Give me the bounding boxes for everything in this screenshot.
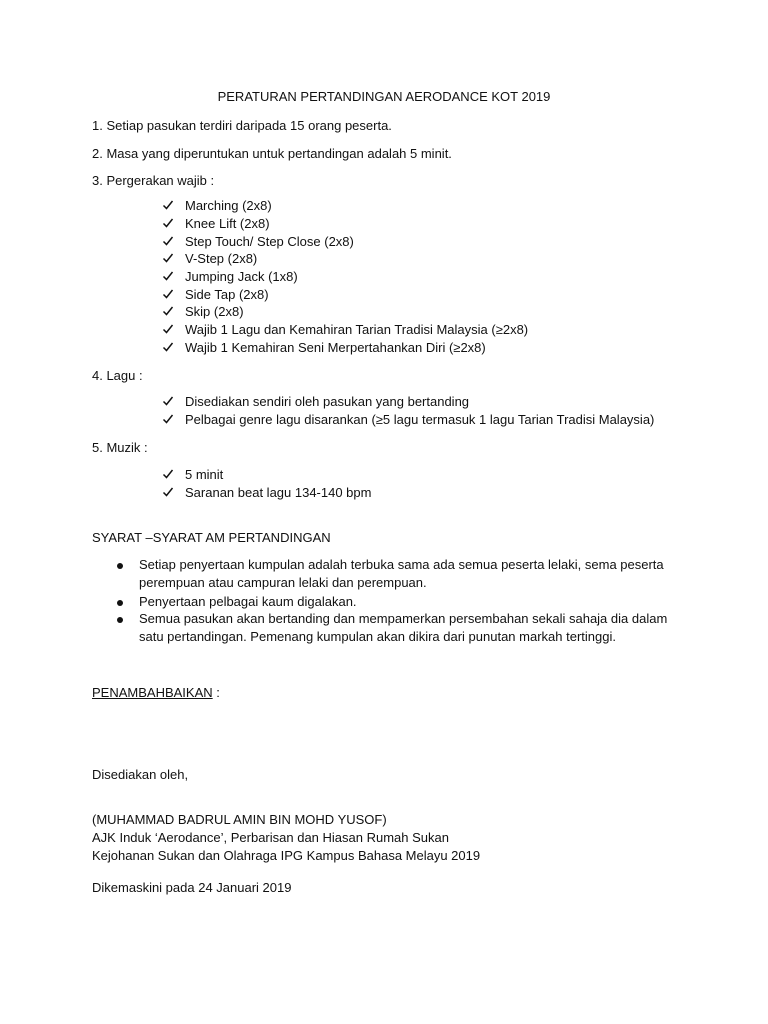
checkmark-icon bbox=[162, 199, 174, 211]
checkmark-icon bbox=[162, 395, 174, 407]
movement-item: Skip (2x8) bbox=[185, 304, 244, 319]
rule-2: 2. Masa yang diperuntukan untuk pertandingan adalah 5 minit. bbox=[92, 146, 452, 161]
checkmark-icon bbox=[162, 413, 174, 425]
checkmark-icon bbox=[162, 252, 174, 264]
muzik-heading: 5. Muzik : bbox=[92, 440, 148, 455]
muzik-item: Saranan beat lagu 134-140 bpm bbox=[185, 485, 372, 500]
bullet-icon bbox=[117, 617, 123, 623]
updated-date: Dikemaskini pada 24 Januari 2019 bbox=[92, 880, 292, 895]
rule-1: 1. Setiap pasukan terdiri daripada 15 orang peserta. bbox=[92, 118, 392, 133]
penambahbaikan-heading bbox=[92, 685, 220, 701]
lagu-item: Pelbagai genre lagu disarankan (≥5 lagu termasuk 1 lagu Tarian Tradisi Malaysia) bbox=[185, 412, 655, 427]
syarat-bullet-3-line-1: Semua pasukan akan bertanding dan mempamerkan persembahan sekali sahaja dia dalam bbox=[139, 611, 668, 626]
syarat-bullet-3-line-2: satu pertandingan. Pemenang kumpulan akan dikira dari punutan markah tertinggi. bbox=[139, 629, 616, 644]
movement-item: Wajib 1 Kemahiran Seni Merpertahankan Diri (≥2x8) bbox=[185, 340, 486, 355]
event-name: Kejohanan Sukan dan Olahraga IPG Kampus Bahasa Melayu 2019 bbox=[92, 848, 481, 863]
rule-3-heading: 3. Pergerakan wajib : bbox=[92, 173, 215, 188]
penambahbaikan-colon: : bbox=[212, 685, 220, 700]
checkmark-icon bbox=[162, 235, 174, 247]
bullet-icon bbox=[117, 600, 123, 606]
checkmark-icon bbox=[162, 217, 174, 229]
penambahbaikan-label: PENAMBAHBAIKAN bbox=[92, 685, 213, 700]
checkmark-icon bbox=[162, 288, 174, 300]
lagu-heading: 4. Lagu : bbox=[92, 368, 143, 383]
checkmark-icon bbox=[162, 270, 174, 282]
movement-item: Marching (2x8) bbox=[185, 198, 272, 213]
syarat-bullet-1-line-1: Setiap penyertaan kumpulan adalah terbuka sama ada semua peserta lelaki, sema peserta bbox=[139, 557, 664, 572]
lagu-item: Disediakan sendiri oleh pasukan yang bertanding bbox=[185, 394, 470, 409]
checkmark-icon bbox=[162, 305, 174, 317]
checkmark-icon bbox=[162, 341, 174, 353]
checkmark-icon bbox=[162, 486, 174, 498]
movement-item: V-Step (2x8) bbox=[185, 251, 258, 266]
document-title: PERATURAN PERTANDINGAN AERODANCE KOT 2019 bbox=[217, 89, 551, 104]
muzik-item: 5 minit bbox=[185, 467, 224, 482]
syarat-bullet-1-line-2: perempuan atau campuran lelaki dan perempuan. bbox=[139, 575, 427, 590]
signatory-name: (MUHAMMAD BADRUL AMIN BIN MOHD YUSOF) bbox=[92, 812, 387, 827]
prepared-by: Disediakan oleh, bbox=[92, 767, 189, 782]
syarat-heading: SYARAT –SYARAT AM PERTANDINGAN bbox=[92, 530, 331, 545]
movement-item: Side Tap (2x8) bbox=[185, 287, 269, 302]
movement-item: Wajib 1 Lagu dan Kemahiran Tarian Tradisi Malaysia (≥2x8) bbox=[185, 322, 529, 337]
signatory-role: AJK Induk ‘Aerodance’, Perbarisan dan Hiasan Rumah Sukan bbox=[92, 830, 449, 845]
checkmark-icon bbox=[162, 468, 174, 480]
movement-item: Jumping Jack (1x8) bbox=[185, 269, 298, 284]
syarat-bullet-2: Penyertaan pelbagai kaum digalakan. bbox=[139, 594, 357, 609]
bullet-icon bbox=[117, 563, 123, 569]
checkmark-icon bbox=[162, 323, 174, 335]
movement-item: Step Touch/ Step Close (2x8) bbox=[185, 234, 354, 249]
movement-item: Knee Lift (2x8) bbox=[185, 216, 270, 231]
